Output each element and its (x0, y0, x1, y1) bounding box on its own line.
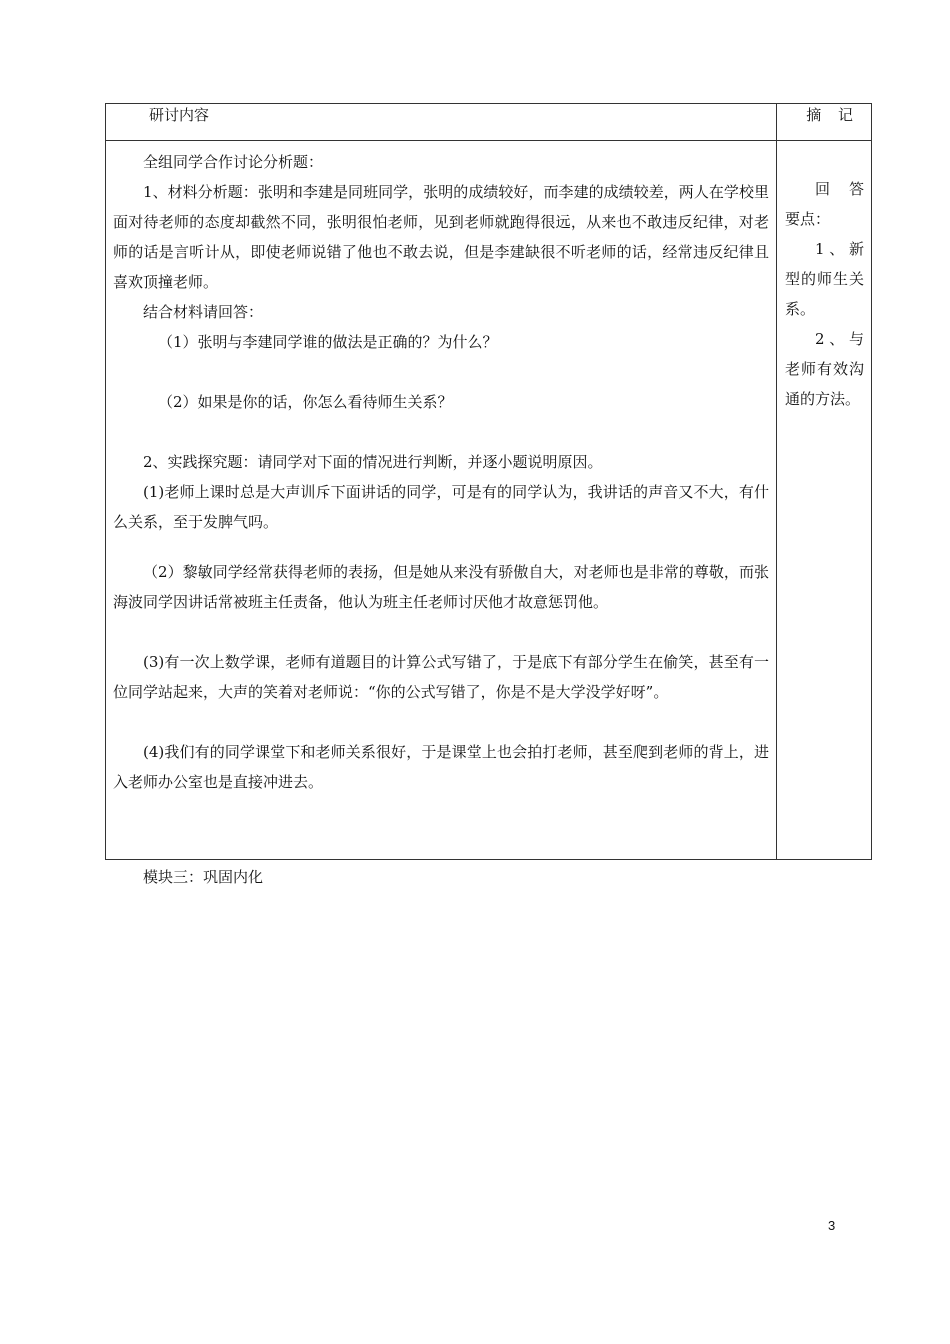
question-1: 1、材料分析题：张明和李建是同班同学，张明的成绩较好，而李建的成绩较差，两人在学校里面对待老师的态度却截然不同，张明很怕老师，见到老师就跑得很远，从来也不敢违反纪律，对老师的话是言听计从，即使老师说错了他也不敢去说，但是李建缺很不听老师的话，经常违反纪律且喜欢顶撞老师。 (113, 183, 769, 291)
question-1-sub-2: （2）如果是你的话，你怎么看待师生关系？ (158, 393, 453, 411)
notes-point-2: 2、与老师有效沟通的方法。 (785, 330, 864, 408)
intro-text: 全组同学合作讨论分析题： (143, 153, 324, 171)
module-3-heading: 模块三：巩固内化 (143, 868, 264, 886)
question-2-sub-1: (1)老师上课时总是大声训斥下面讲话的同学，可是有的同学认为，我讲话的声音又不大，有什么关系，至于发脾气吗。 (113, 483, 769, 531)
page-number: 3 (828, 1218, 836, 1233)
question-2-sub-3: (3)有一次上数学课，老师有道题目的计算公式写错了，于是底下有部分学生在偷笑，甚至有一位同学站起来，大声的笑着对老师说：“你的公式写错了，你是不是大学没学好呀”。 (113, 653, 769, 701)
notes-cell (777, 141, 872, 860)
notes-title: 回 答要点： (785, 180, 864, 228)
table-header-row (106, 104, 872, 141)
table-body-row (106, 141, 872, 860)
question-1-prompt: 结合材料请回答： (143, 303, 264, 321)
discussion-content-cell (106, 141, 777, 860)
header-notes: 摘 记 (777, 104, 872, 141)
question-2-sub-2: （2）黎敏同学经常获得老师的表扬，但是她从来没有骄傲自大，对老师也是非常的尊敬，而张海波同学因讲话常被班主任责备，他认为班主任老师讨厌他才故意惩罚他。 (113, 563, 769, 611)
question-2-sub-4: (4)我们有的同学课堂下和老师关系很好，于是课堂上也会拍打老师，甚至爬到老师的背上，进入老师办公室也是直接冲进去。 (113, 743, 769, 791)
notes-point-1: 1、新型的师生关系。 (785, 240, 864, 318)
discussion-table (105, 103, 872, 860)
question-2: 2、实践探究题：请同学对下面的情况进行判断，并逐小题说明原因。 (143, 453, 603, 471)
header-discussion-content: 研讨内容 (106, 104, 777, 141)
question-1-sub-1: （1）张明与李建同学谁的做法是正确的？为什么？ (158, 333, 498, 351)
